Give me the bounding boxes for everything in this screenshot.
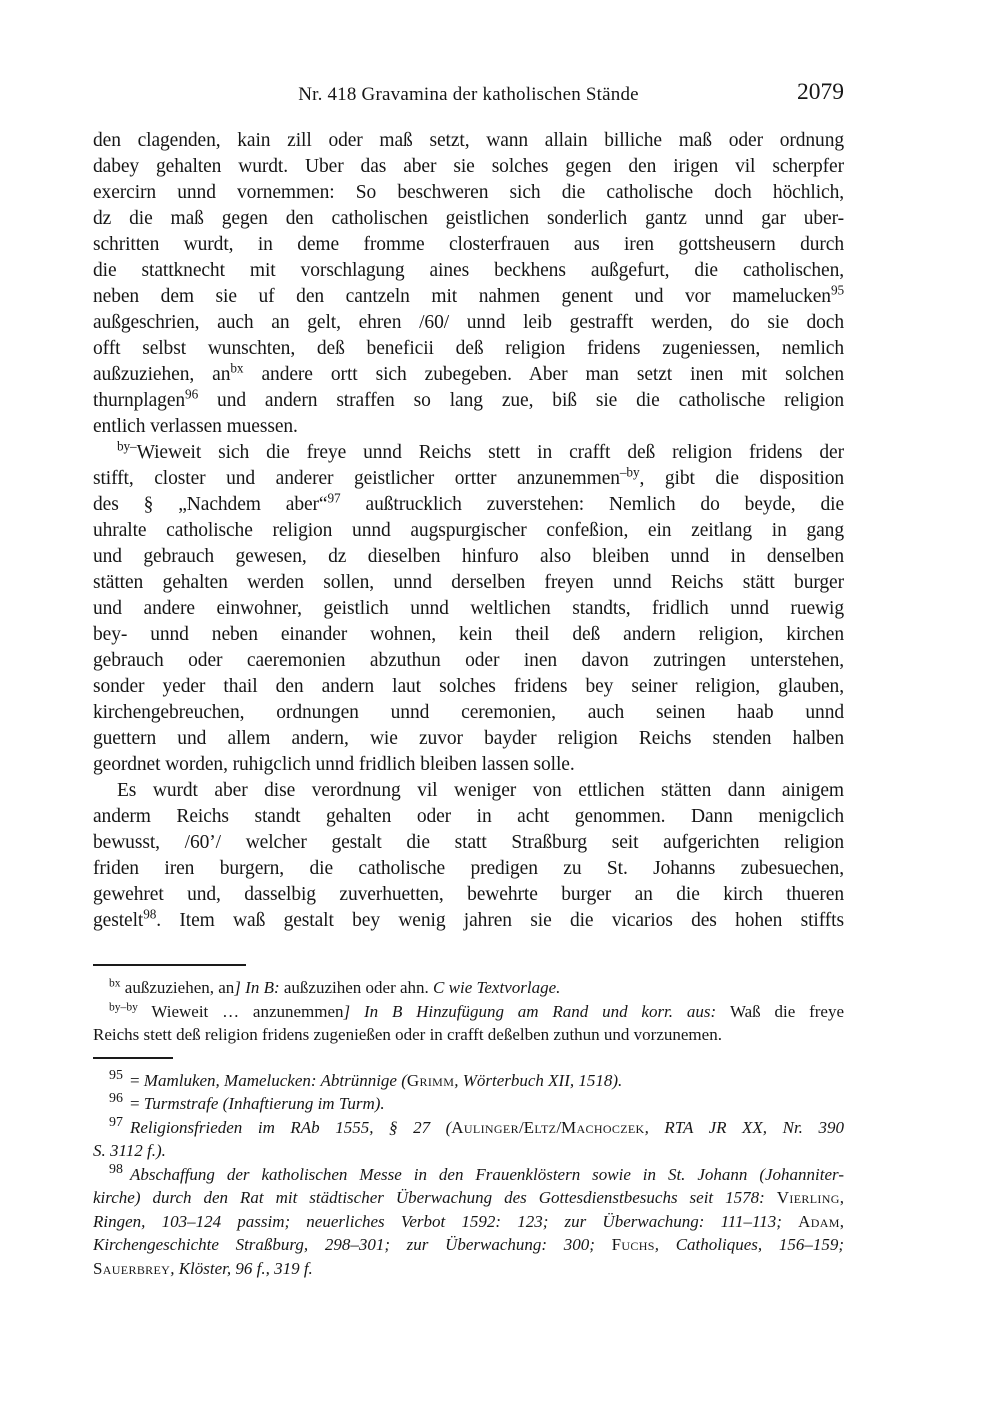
text-segment: andere ortt sich zubegeben. Aber man setzt inen mit solchen	[243, 364, 844, 385]
text-segment: Eltz	[523, 1117, 557, 1137]
text-segment: gestelt	[93, 910, 144, 931]
text-line	[93, 414, 844, 440]
text-segment: Machoczek	[561, 1117, 645, 1137]
footnote	[93, 1069, 844, 1093]
text-line	[93, 622, 844, 648]
text-segment: kirche) durch den Rat mit städtischer Überwachung des Gottesdienstbesuchs seit 1578:	[93, 1188, 777, 1207]
text-segment: und gebrauch gewesen, dz dieselben hinfuro also bleiben unnd in denselben	[93, 546, 844, 567]
text-line	[93, 1092, 844, 1116]
superscript-marker: bx	[230, 362, 244, 376]
text-line	[93, 908, 844, 934]
text-line	[93, 778, 844, 804]
text-segment: gebrauch oder caeremonien abzuthun oder inen davon zutringen unterstehen,	[93, 650, 844, 671]
text-segment: Grimm	[406, 1070, 455, 1090]
superscript-marker: bx	[109, 976, 121, 990]
text-line	[93, 518, 844, 544]
text-segment: C wie Textvorlage.	[433, 978, 561, 997]
text-segment: stätten gehalten werden sollen, unnd derselben freyen unnd Reichs stätt burger	[93, 572, 844, 593]
text-line	[93, 856, 844, 882]
text-segment: Reichs stett deß religion fridens zugenießen oder in crafft deßelben zuthun und vorzunemen.	[93, 1025, 722, 1044]
text-segment: , Catholiques, 156–159;	[654, 1235, 844, 1254]
page-header	[93, 79, 844, 110]
text-segment: dz die maß gegen den catholischen geistlichen sonderlich gantz unnd gar uber-	[93, 208, 844, 229]
text-line	[93, 1000, 844, 1024]
text-segment: exercirn unnd vornemmen: So beschweren sich die catholische doch höchlich,	[93, 182, 844, 203]
text-line	[93, 674, 844, 700]
text-segment: ,	[839, 1211, 844, 1231]
text-line	[93, 310, 844, 336]
running-title: Nr. 418 Gravamina der katholischen Stände	[298, 84, 639, 105]
text-line	[93, 1163, 844, 1187]
text-segment: kirchengebreuchen, ordnungen unnd ceremonien, auch seinen haab unnd	[93, 702, 844, 723]
paragraph	[93, 440, 844, 778]
text-segment: Mamluken, Mamelucken: Abtrünnige (	[143, 1070, 407, 1090]
text-segment: ] In B Hinzufügung am Rand und korr. aus:	[343, 1001, 730, 1021]
text-segment: Religionsfrieden im RAb 1555, § 27 (	[129, 1117, 452, 1137]
text-segment: außzuziehen, an	[93, 364, 231, 385]
text-line	[93, 284, 844, 310]
text-line	[93, 976, 844, 1000]
superscript-marker: by–	[117, 440, 137, 454]
text-line	[93, 1186, 844, 1210]
text-line	[93, 466, 844, 492]
text-segment: S. 3112 f.).	[93, 1141, 166, 1160]
text-segment: neben dem sie uf den cantzeln mit nahmen genent und vor mamelucken	[93, 286, 831, 307]
text-segment: außzuzihen oder ahn.	[283, 978, 434, 997]
text-segment: friden iren burgern, die catholische predigen zu St. Johanns zubesuechen,	[93, 858, 844, 879]
text-line	[93, 700, 844, 726]
text-line	[93, 726, 844, 752]
text-segment: Sauerbrey	[93, 1258, 171, 1278]
text-segment: und andern straffen so lang zue, biß sie die catholische religion	[198, 390, 844, 411]
text-segment: außtrucklich zuverstehen: Nemlich do beyde, die	[340, 494, 844, 515]
page-number: 2079	[797, 79, 844, 105]
text-line	[93, 1069, 844, 1093]
paragraph	[93, 128, 844, 440]
text-segment: =	[129, 1094, 144, 1113]
footnote-number: 95	[109, 1068, 123, 1083]
text-line	[93, 752, 844, 778]
text-segment: außzuziehen, an	[120, 978, 235, 997]
text-segment: Ringen, 103–124 passim; neuerliches Verbot 1592: 123; zur Überwachung: 111–113;	[93, 1211, 799, 1231]
body-text	[93, 128, 844, 934]
text-segment: außgeschrien, auch an gelt, ehren /60/ unnd leib gestrafft werden, do sie doch	[93, 312, 844, 333]
text-segment: Aulinger	[451, 1117, 519, 1137]
text-segment: bey- unnd neben einander wohnen, kein theil deß andern religion, kirchen	[93, 624, 844, 645]
text-segment: Wieweit … anzunemmen	[137, 1001, 344, 1021]
text-segment: dabey gehalten wurdt. Uber das aber sie solches gegen den irigen vil scherpfer	[93, 156, 844, 177]
text-segment: Wieweit sich die freye unnd Reichs stett in crafft deß religion fridens der	[136, 442, 844, 463]
superscript-marker: 96	[185, 388, 199, 402]
footnote-number: 97	[109, 1115, 123, 1130]
text-segment: Fuchs	[611, 1235, 655, 1254]
text-segment: bewusst, /60’/ welcher gestalt die statt Straßburg seit aufgerichten religion	[93, 832, 844, 853]
text-segment: Turmstrafe (Inhaftierung im Turm).	[143, 1094, 385, 1113]
text-line	[93, 544, 844, 570]
superscript-marker: 95	[830, 284, 844, 298]
page-content	[93, 79, 844, 1280]
text-segment: ,	[839, 1188, 844, 1207]
text-line	[93, 492, 844, 518]
footnote-separator-rule	[93, 1057, 173, 1059]
text-line	[93, 336, 844, 362]
text-segment: stifft, closter und anderer geistlicher ortter anzunemmen	[93, 468, 620, 489]
text-segment: anderm Reichs standt gehalten oder in acht genommen. Dann menigclich	[93, 806, 844, 827]
text-segment: sonder yeder thail den andern laut solches fridens bey seiner religion, glauben,	[93, 676, 844, 697]
text-line	[93, 1116, 844, 1140]
text-line	[93, 1233, 844, 1257]
apparatus-note	[93, 1000, 844, 1047]
text-line	[93, 258, 844, 284]
text-segment: ] In B:	[234, 978, 284, 997]
superscript-marker: 97	[327, 492, 341, 506]
superscript-marker: –by	[619, 466, 640, 480]
text-line	[93, 1023, 844, 1047]
text-segment: =	[129, 1070, 144, 1090]
text-segment: Vierling	[776, 1188, 840, 1207]
text-segment: Waß die freye	[729, 1001, 844, 1021]
text-segment: schritten wurdt, in deme fromme closterfrauen aus iren gottsheusern durch	[93, 234, 844, 255]
text-segment: geordnet worden, ruhigclich unnd fridlich bleiben lassen solle.	[93, 754, 575, 775]
text-segment: Kirchengeschichte Straßburg, 298–301; zur Überwachung: 300;	[93, 1235, 612, 1254]
footnote	[93, 1116, 844, 1163]
text-segment: uhralte catholische religion unnd augspurgischer confeßion, ein zeitlang in gang	[93, 520, 844, 541]
footnote	[93, 1092, 844, 1116]
text-line	[93, 128, 844, 154]
text-segment: Es wurdt aber dise verordnung vil weniger von ettlichen stätten dann ainigem	[117, 780, 844, 801]
superscript-marker: 98	[143, 908, 157, 922]
text-line	[93, 570, 844, 596]
text-segment: thurnplagen	[93, 390, 186, 411]
text-segment: Adam	[798, 1211, 840, 1231]
footnotes	[93, 1069, 844, 1281]
text-line	[93, 830, 844, 856]
text-segment: entlich verlassen muessen.	[93, 416, 298, 437]
text-segment: /	[556, 1117, 562, 1137]
text-line	[93, 180, 844, 206]
paragraph	[93, 778, 844, 934]
text-line	[93, 440, 844, 466]
text-line	[93, 1139, 844, 1163]
text-segment: . Item waß gestalt bey wenig jahren sie die vicarios des hohen stiffts	[156, 910, 844, 931]
text-line	[93, 1210, 844, 1234]
text-line	[93, 388, 844, 414]
text-segment: offt selbst wunschten, deß beneficii deß religion fridens zugeniessen, nemlich	[93, 338, 844, 359]
text-line	[93, 206, 844, 232]
text-segment: die stattknecht mit vorschlagung aines beckhens außgefurt, die catholischen,	[93, 260, 844, 281]
text-segment: Abschaffung der katholischen Messe in den Frauenklöstern sowie in St. Johann (Johanniter-	[129, 1164, 844, 1184]
text-line	[93, 804, 844, 830]
text-segment: und andere einwohner, geistlich unnd weltlichen standts, fridlich unnd ruewig	[93, 598, 844, 619]
apparatus-notes	[93, 976, 844, 1047]
text-line	[93, 882, 844, 908]
text-segment: guettern und allem andern, wie zuvor bayder religion Reichs stenden halben	[93, 728, 844, 749]
apparatus-note	[93, 976, 844, 1000]
superscript-marker: by–by	[109, 999, 138, 1013]
footnote	[93, 1163, 844, 1281]
text-line	[93, 232, 844, 258]
apparatus-separator-rule	[93, 964, 246, 966]
text-line	[93, 1257, 844, 1281]
text-segment: des § „Nachdem aber“	[93, 494, 328, 515]
text-line	[93, 154, 844, 180]
text-line	[93, 648, 844, 674]
footnote-number: 96	[109, 1092, 123, 1107]
footnote-number: 98	[109, 1162, 123, 1177]
text-segment: , gibt die disposition	[639, 468, 844, 489]
text-segment: /	[518, 1117, 524, 1137]
text-segment: , Wörterbuch XII, 1518).	[454, 1070, 623, 1090]
text-segment: gewehret und, dasselbig zuverhuetten, bewehrte burger an die kirch thueren	[93, 884, 844, 905]
text-segment: , RTA JR XX, Nr. 390	[644, 1117, 844, 1137]
text-segment: den clagenden, kain zill oder maß setzt, wann allain billiche maß oder ordnung	[93, 130, 844, 151]
text-line	[93, 596, 844, 622]
text-line	[93, 362, 844, 388]
text-segment: , Klöster, 96 f., 319 f.	[170, 1258, 313, 1278]
